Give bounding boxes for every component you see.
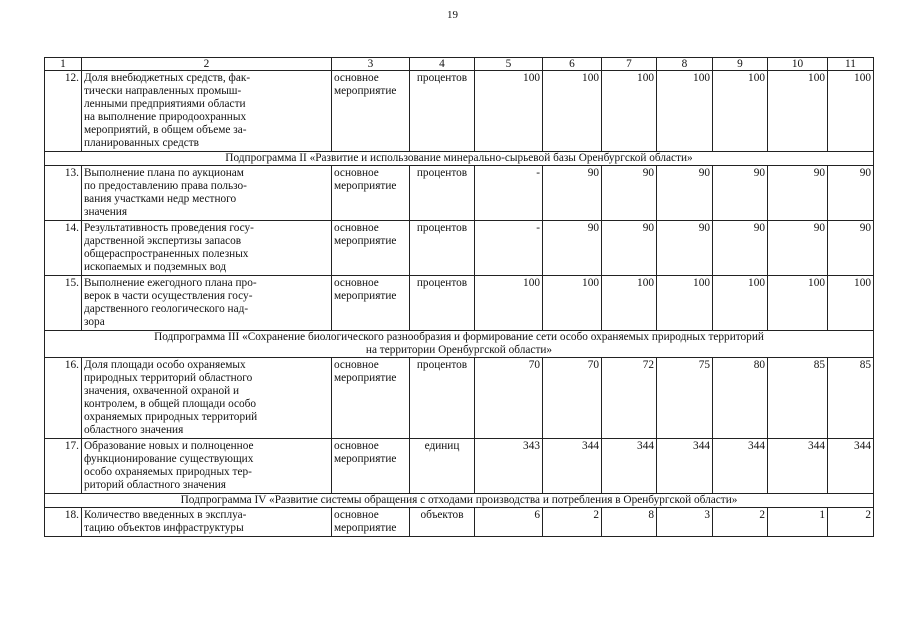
column-number-3: 3 [332, 58, 410, 71]
text-line: верок в части осуществления госу- [84, 290, 253, 302]
text-line: значения [84, 206, 128, 218]
row-number: 17. [45, 439, 82, 494]
unit-of-measure: объектов [410, 508, 475, 537]
value-cell: 344 [713, 439, 768, 494]
value-cell: 2 [543, 508, 602, 537]
subprogram-title [45, 494, 874, 508]
value-cell: 100 [543, 71, 602, 152]
text-line: дарственной экспертизы запасов [84, 235, 242, 247]
value-cell: 90 [657, 221, 713, 276]
text-line: Доля площади особо охраняемых [84, 359, 246, 371]
table-row [45, 221, 874, 276]
table-row [45, 358, 874, 439]
table-row [45, 71, 874, 152]
subprogram-row [45, 152, 874, 166]
value-cell: 90 [657, 166, 713, 221]
column-number-1: 1 [45, 58, 82, 71]
value-cell: 80 [713, 358, 768, 439]
value-cell: 2 [713, 508, 768, 537]
text-line: на выполнение природоохранных [84, 111, 247, 123]
subprogram-row [45, 331, 874, 358]
text-line: основное [334, 440, 379, 452]
value-cell: 344 [602, 439, 657, 494]
text-line: функционирование существующих [84, 453, 254, 465]
text-line: мероприятие [334, 453, 397, 465]
indicator-name [82, 276, 332, 331]
value-cell: 100 [475, 276, 543, 331]
column-header-row [45, 58, 874, 71]
text-line: особо охраняемых природных тер- [84, 466, 252, 478]
value-cell: 100 [475, 71, 543, 152]
value-cell: 85 [768, 358, 828, 439]
text-line: Подпрограмма II «Развитие и использование минерально-сырьевой базы Оренбургской области» [225, 152, 693, 164]
indicator-name [82, 508, 332, 537]
column-number-8: 8 [657, 58, 713, 71]
value-cell: 90 [713, 221, 768, 276]
indicator-type [332, 439, 410, 494]
value-cell: 90 [828, 221, 874, 276]
indicator-type [332, 166, 410, 221]
value-cell: 100 [828, 276, 874, 331]
column-number-4: 4 [410, 58, 475, 71]
indicators-table [44, 57, 874, 537]
value-cell: 75 [657, 358, 713, 439]
text-line: мероприятие [334, 85, 397, 97]
text-line: основное [334, 359, 379, 371]
text-line: значения, охваченной охраной и [84, 385, 240, 397]
text-line: охраняемых природных территорий [84, 411, 258, 423]
text-line: мероприятие [334, 522, 397, 534]
text-line: областного значения [84, 424, 184, 436]
text-line: мероприятие [334, 290, 397, 302]
column-number-7: 7 [602, 58, 657, 71]
text-line: контролем, в общей площади особо [84, 398, 257, 410]
value-cell: 90 [543, 221, 602, 276]
unit-of-measure: процентов [410, 166, 475, 221]
text-line: зора [84, 316, 105, 328]
text-line: ленными предприятиями области [84, 98, 246, 110]
indicator-type [332, 358, 410, 439]
text-line: дарственного геологического над- [84, 303, 249, 315]
unit-of-measure: процентов [410, 221, 475, 276]
indicator-type [332, 276, 410, 331]
text-line: основное [334, 509, 379, 521]
text-line: вания участками недр местного [84, 193, 237, 205]
value-cell: 343 [475, 439, 543, 494]
value-cell: 344 [657, 439, 713, 494]
text-line: ископаемых и подземных вод [84, 261, 227, 273]
text-line: Результативность проведения госу- [84, 222, 254, 234]
text-line: основное [334, 277, 379, 289]
indicator-name [82, 221, 332, 276]
text-line: тацию объектов инфраструктуры [84, 522, 244, 534]
text-line: Выполнение ежегодного плана про- [84, 277, 257, 289]
value-cell: 100 [543, 276, 602, 331]
table-row [45, 439, 874, 494]
value-cell: 344 [543, 439, 602, 494]
table-row [45, 508, 874, 537]
text-line: Выполнение плана по аукционам [84, 167, 244, 179]
indicator-name [82, 71, 332, 152]
text-line: Доля внебюджетных средств, фак- [84, 72, 251, 84]
value-cell: 100 [602, 71, 657, 152]
value-cell: 85 [828, 358, 874, 439]
value-cell: 70 [475, 358, 543, 439]
value-cell: 100 [657, 276, 713, 331]
page-number: 19 [447, 9, 458, 21]
column-number-2: 2 [82, 58, 332, 71]
table-row [45, 276, 874, 331]
value-cell: 90 [768, 166, 828, 221]
value-cell: 6 [475, 508, 543, 537]
value-cell: 100 [828, 71, 874, 152]
text-line: мероприятие [334, 235, 397, 247]
row-number: 14. [45, 221, 82, 276]
text-line: мероприятий, в общем объеме за- [84, 124, 247, 136]
indicator-type [332, 221, 410, 276]
value-cell: 90 [602, 221, 657, 276]
row-number: 16. [45, 358, 82, 439]
row-number: 13. [45, 166, 82, 221]
text-line: основное [334, 222, 379, 234]
value-cell: - [475, 221, 543, 276]
text-line: мероприятие [334, 180, 397, 192]
value-cell: 8 [602, 508, 657, 537]
unit-of-measure: процентов [410, 358, 475, 439]
column-number-10: 10 [768, 58, 828, 71]
value-cell: 1 [768, 508, 828, 537]
row-number: 18. [45, 508, 82, 537]
text-line: основное [334, 72, 379, 84]
row-number: 15. [45, 276, 82, 331]
value-cell: 3 [657, 508, 713, 537]
value-cell: 100 [602, 276, 657, 331]
value-cell: 100 [713, 276, 768, 331]
text-line: мероприятие [334, 372, 397, 384]
value-cell: 100 [768, 276, 828, 331]
text-line: на территории Оренбургской области» [365, 344, 553, 356]
text-line: Подпрограмма III «Сохранение биологического разнообразия и формирование сети особо охраняемых природных территорий [154, 331, 764, 343]
table-row [45, 166, 874, 221]
value-cell: 344 [828, 439, 874, 494]
text-line: Количество введенных в эксплуа- [84, 509, 247, 521]
value-cell: 100 [657, 71, 713, 152]
indicator-type [332, 508, 410, 537]
column-number-11: 11 [828, 58, 874, 71]
column-number-9: 9 [713, 58, 768, 71]
value-cell: 100 [713, 71, 768, 152]
subprogram-row [45, 494, 874, 508]
unit-of-measure: процентов [410, 71, 475, 152]
indicator-type [332, 71, 410, 152]
text-line: природных территорий областного [84, 372, 253, 384]
unit-of-measure: процентов [410, 276, 475, 331]
value-cell: 90 [828, 166, 874, 221]
value-cell: 72 [602, 358, 657, 439]
text-line: планированных средств [84, 137, 199, 149]
text-line: Образование новых и полноценное [84, 440, 254, 452]
text-line: Подпрограмма IV «Развитие системы обращения с отходами производства и потребления в Оренбургской области» [180, 494, 738, 506]
indicator-name [82, 166, 332, 221]
value-cell: 90 [713, 166, 768, 221]
subprogram-title [45, 331, 874, 358]
text-line: риторий областного значения [84, 479, 226, 491]
column-number-6: 6 [543, 58, 602, 71]
value-cell: 100 [768, 71, 828, 152]
value-cell: 90 [768, 221, 828, 276]
column-number-5: 5 [475, 58, 543, 71]
value-cell: 90 [543, 166, 602, 221]
text-line: тически направленных промыш- [84, 85, 242, 97]
text-line: общераспространенных полезных [84, 248, 249, 260]
unit-of-measure: единиц [410, 439, 475, 494]
row-number: 12. [45, 71, 82, 152]
value-cell: 70 [543, 358, 602, 439]
subprogram-title [45, 152, 874, 166]
text-line: по предоставлению права пользо- [84, 180, 247, 192]
value-cell: 2 [828, 508, 874, 537]
value-cell: 344 [768, 439, 828, 494]
text-line: основное [334, 167, 379, 179]
indicator-name [82, 439, 332, 494]
value-cell: 90 [602, 166, 657, 221]
indicator-name [82, 358, 332, 439]
value-cell: - [475, 166, 543, 221]
